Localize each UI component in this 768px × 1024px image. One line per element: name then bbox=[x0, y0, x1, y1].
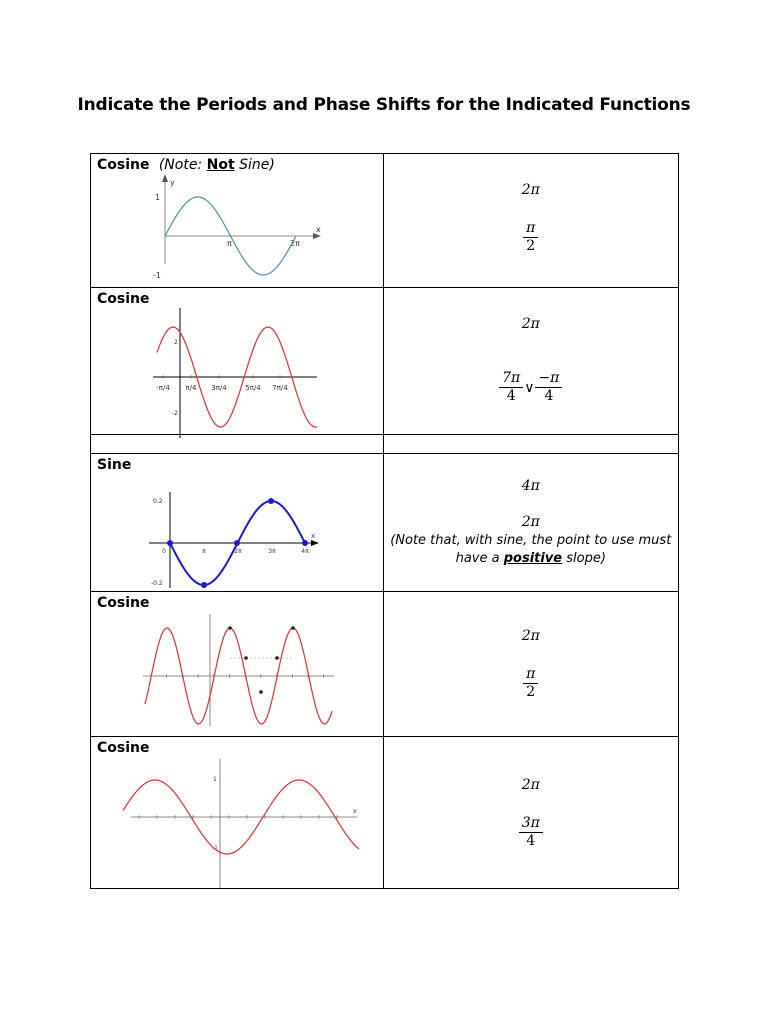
y-tick-bottom: -0.2 bbox=[151, 580, 163, 587]
graph-cosine-2 bbox=[91, 288, 383, 438]
answer-cell bbox=[383, 454, 679, 592]
period-value: 4π bbox=[521, 478, 540, 494]
x-tick-label: π bbox=[202, 548, 206, 555]
x-tick-label: 2π bbox=[234, 548, 242, 555]
graph-cosine-4 bbox=[91, 592, 383, 736]
x-axis-label: x bbox=[353, 808, 357, 815]
graph-cell bbox=[91, 454, 384, 592]
key-point bbox=[259, 690, 263, 694]
y-tick-neg1: -1 bbox=[212, 845, 218, 852]
phase-shift-value: $\frac{7\pi}{4}$ ∨ $\frac{-\pi}{4}$ bbox=[384, 370, 679, 405]
graph-cosine-5 bbox=[91, 737, 383, 888]
function-name: Cosine bbox=[97, 291, 150, 307]
table-row bbox=[91, 737, 679, 889]
function-name: Cosine bbox=[97, 595, 150, 611]
x-tick-label: 0 bbox=[162, 548, 166, 555]
phase-shift-value: $\frac{\pi}{2}$ bbox=[384, 220, 679, 255]
graph-cell bbox=[91, 288, 384, 435]
key-point bbox=[244, 656, 248, 660]
graph-cell bbox=[91, 592, 384, 737]
key-point bbox=[275, 656, 279, 660]
function-note: (Note: Not Sine) bbox=[158, 157, 275, 173]
graph-cell bbox=[91, 154, 384, 288]
y-tick-1: 1 bbox=[155, 193, 161, 202]
x-axis-label: x bbox=[311, 532, 316, 540]
y-tick-2: 2 bbox=[174, 339, 178, 346]
x-tick-label: π/4 bbox=[185, 384, 197, 392]
table-row-empty bbox=[91, 435, 679, 454]
key-point bbox=[201, 582, 207, 588]
function-name: Sine bbox=[97, 457, 132, 473]
x-tick-label: 3π/4 bbox=[211, 384, 227, 392]
graph-cell bbox=[91, 737, 384, 889]
y-tick-neg1: -1 bbox=[153, 271, 161, 280]
x-tick-label: -π/4 bbox=[156, 384, 170, 392]
key-point bbox=[228, 626, 232, 630]
key-point bbox=[302, 540, 308, 546]
functions-table bbox=[90, 153, 679, 889]
x-axis-label: x bbox=[316, 225, 321, 234]
phase-shift-value: 2π bbox=[521, 514, 540, 530]
graph-sine bbox=[91, 454, 383, 591]
y-tick-neg2: -2 bbox=[172, 410, 178, 417]
table-row bbox=[91, 454, 679, 592]
answer-cell bbox=[383, 592, 679, 737]
graph-cosine-1 bbox=[91, 154, 383, 287]
answer-cell bbox=[383, 737, 679, 889]
period-value: 2π bbox=[521, 182, 540, 198]
y-tick-top: 0.2 bbox=[153, 498, 163, 505]
x-tick-pi: π bbox=[227, 239, 232, 248]
x-tick-labels bbox=[162, 548, 309, 555]
sine-note: (Note that, with sine, the point to use must have a positive slope) bbox=[390, 533, 672, 566]
x-tick-2pi: 2π bbox=[290, 239, 300, 248]
x-tick-label: 4π bbox=[301, 548, 309, 555]
table-row bbox=[91, 154, 679, 288]
key-point bbox=[268, 498, 274, 504]
y-axis-label: y bbox=[170, 178, 175, 187]
key-points bbox=[228, 626, 295, 694]
answer-cell bbox=[383, 288, 679, 435]
x-tick-label: 5π/4 bbox=[245, 384, 261, 392]
x-tick-label: 7π/4 bbox=[272, 384, 288, 392]
key-point bbox=[291, 626, 295, 630]
x-tick-label: 3π bbox=[268, 548, 276, 555]
period-value: 2π bbox=[521, 628, 540, 644]
answer-cell bbox=[383, 154, 679, 288]
table-row bbox=[91, 288, 679, 435]
x-tick-labels bbox=[156, 375, 288, 392]
page-title: Indicate the Periods and Phase Shifts for the Indicated Functions bbox=[77, 95, 691, 115]
function-name: Cosine (Note: Not Sine) bbox=[97, 157, 275, 173]
y-tick-1: 1 bbox=[213, 776, 217, 783]
period-value: 2π bbox=[521, 316, 540, 332]
table-row bbox=[91, 592, 679, 737]
phase-shift-value: $\frac{\pi}{2}$ bbox=[384, 666, 679, 701]
key-point bbox=[167, 540, 173, 546]
phase-shift-value: $\frac{3\pi}{4}$ bbox=[384, 815, 679, 850]
period-value: 2π bbox=[521, 777, 540, 793]
key-point bbox=[234, 540, 240, 546]
function-name: Cosine bbox=[97, 740, 150, 756]
